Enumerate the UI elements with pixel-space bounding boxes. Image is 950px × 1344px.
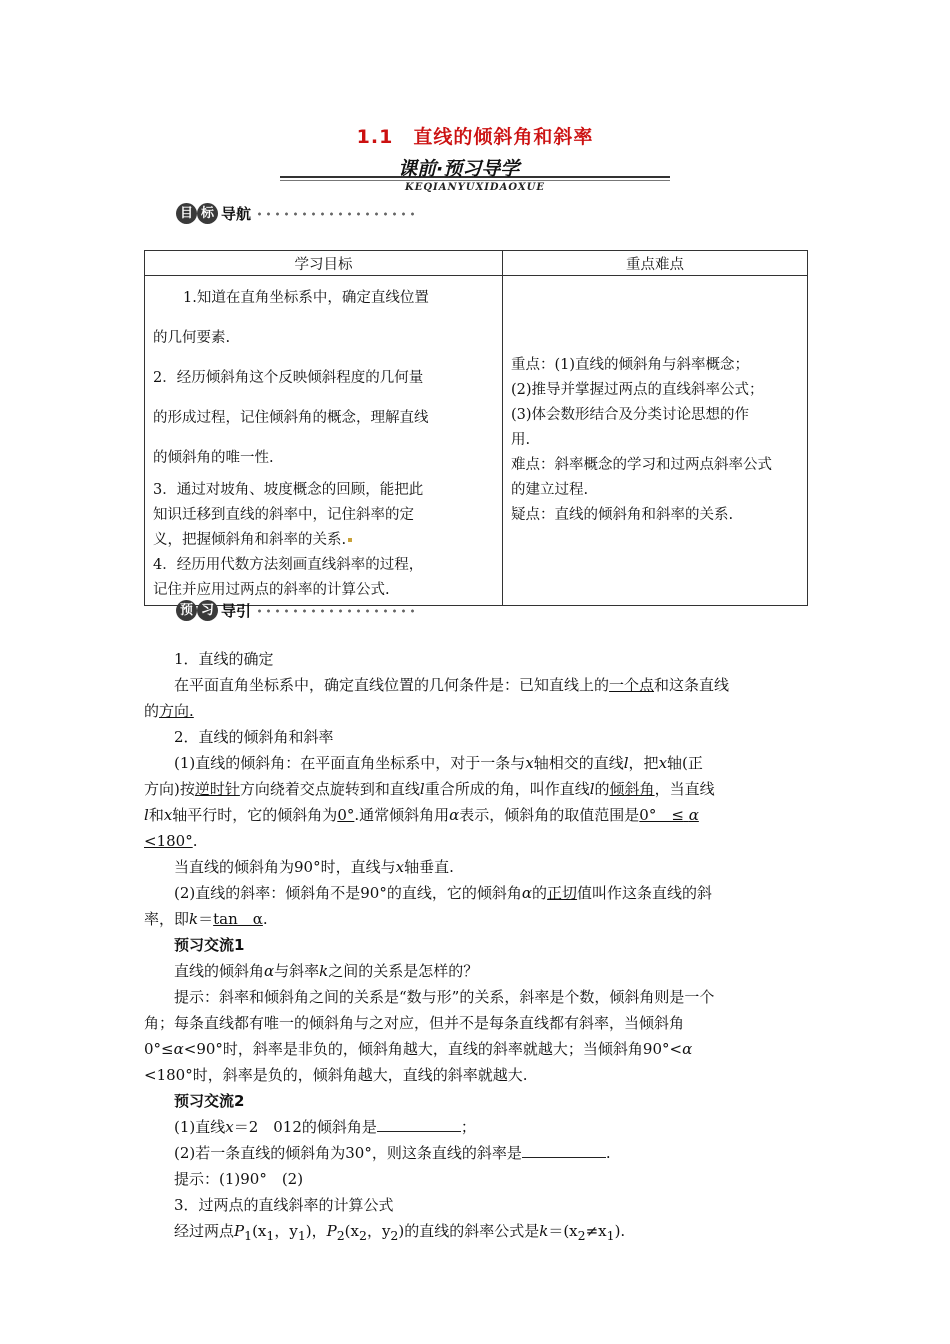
paragraph: 在平面直角坐标系中，确定直线位置的几何条件是：已知直线上的一个点和这条直线: [174, 676, 730, 694]
paragraph: 率，即k＝tan α.: [144, 910, 268, 928]
goal-line: 记住并应用过两点的斜率的计算公式.: [153, 582, 390, 598]
goal-line: 知识迁移到直线的斜率中，记住斜率的定: [153, 507, 414, 523]
page-title: 1.1 直线的倾斜角和斜率: [356, 126, 594, 148]
focus-line: 难点：斜率概念的学习和过两点斜率公式: [511, 457, 772, 473]
goal-line: 的形成过程，记住倾斜角的概念，理解直线: [153, 410, 429, 426]
goals-table: [144, 250, 808, 606]
section-label: 导航: [221, 205, 252, 223]
section-preview-header: [176, 600, 417, 622]
paragraph: 提示：(1)90° (2): [174, 1170, 304, 1188]
heading-2: 2．直线的倾斜角和斜率: [174, 728, 334, 746]
goals-cell: [145, 276, 503, 606]
paragraph: <180°时，斜率是负的，倾斜角越大，直线的斜率就越大.: [144, 1066, 528, 1084]
paragraph: (1)直线x＝2 012的倾斜角是 ；: [144, 1114, 808, 1140]
paragraph: (2)直线的斜率：倾斜角不是90°的直线，它的倾斜角α的正切值叫作这条直线的斜: [174, 884, 713, 902]
focus-line: 疑点：直线的倾斜角和斜率的关系.: [511, 507, 734, 523]
heading-1: 1．直线的确定: [174, 650, 274, 668]
badge-char: 目: [176, 203, 197, 224]
answer-blank: [522, 1141, 606, 1158]
paragraph: 当直线的倾斜角为90°时，直线与x轴垂直.: [174, 858, 454, 876]
badge-char: 标: [197, 203, 218, 224]
paragraph: 提示：斜率和倾斜角之间的关系是“数与形”的关系，斜率是个数，倾斜角则是一个: [174, 988, 715, 1006]
goal-line: 2．经历倾斜角这个反映倾斜程度的几何量: [153, 370, 424, 386]
focus-line: (3)体会数形结合及分类讨论思想的作: [511, 407, 750, 423]
section-goals-header: [176, 203, 417, 225]
paragraph: (2)若一条直线的倾斜角为30°，则这条直线的斜率是 .: [144, 1140, 808, 1166]
paragraph: 角；每条直线都有唯一的倾斜角与之对应，但并不是每条直线都有斜率，当倾斜角: [144, 1014, 685, 1032]
goal-line-text: 义，把握倾斜角和斜率的关系.: [153, 532, 347, 548]
section-banner: [280, 152, 670, 194]
paragraph: 的方向.: [144, 702, 194, 720]
table-header: 重点难点: [503, 251, 808, 276]
banner-main: 课前·预习导学: [392, 154, 525, 176]
focus-line: 的建立过程.: [511, 482, 589, 498]
mark-dot: [348, 538, 352, 542]
banner-sub: KEQIANYUXIDAOXUE: [405, 182, 545, 193]
paragraph: 0°≤α<90°时，斜率是非负的，倾斜角越大，直线的斜率就越大；当倾斜角90°<α: [144, 1040, 693, 1058]
goal-line: 3．通过对坡角、坡度概念的回顾，能把此: [153, 482, 424, 498]
dotted-rule: [255, 608, 417, 614]
focus-line: 用.: [511, 432, 531, 448]
paragraph: 经过两点$P_1(x_1$，$y_1$)，$P_2(x_2$，$y_2$)的直线的斜率公式是$k=(x_2\ne x_1)$.: [174, 1222, 626, 1243]
focus-line: 重点：(1)直线的倾斜角与斜率概念；: [511, 357, 750, 373]
table-header: 学习目标: [145, 251, 503, 276]
badge-char: 习: [197, 600, 218, 621]
exercise-title: 预习交流2: [174, 1092, 245, 1110]
goal-line: 4．经历用代数方法刻画直线斜率的过程，: [153, 557, 424, 573]
paragraph: (1)直线的倾斜角：在平面直角坐标系中，对于一条与x轴相交的直线l，把x轴(正: [174, 754, 703, 772]
goal-line: [153, 528, 494, 553]
paragraph: l和x轴平行时，它的倾斜角为0°.通常倾斜角用α表示，倾斜角的取值范围是0° ≤ α: [144, 806, 699, 824]
dotted-rule: [255, 211, 417, 217]
section-label: 导引: [221, 602, 252, 620]
exercise-title: 预习交流1: [174, 936, 245, 954]
answer-blank: [377, 1115, 461, 1132]
goal-line: 的几何要素.: [153, 330, 231, 346]
paragraph: <180°.: [144, 832, 198, 850]
focus-line: (2)推导并掌握过两点的直线斜率公式；: [511, 382, 764, 398]
badge-char: 预: [176, 600, 197, 621]
focus-cell: [503, 276, 808, 606]
body-text: [144, 646, 808, 1249]
banner-rule-thin: [280, 180, 670, 181]
goal-line: 1.知道在直角坐标系中，确定直线位置: [183, 290, 429, 306]
paragraph: 方向)按逆时针方向绕着交点旋转到和直线l重合所成的角，叫作直线l的倾斜角，当直线: [144, 780, 715, 798]
heading-3: 3．过两点的直线斜率的计算公式: [174, 1196, 394, 1214]
goal-line: 的倾斜角的唯一性.: [153, 450, 274, 466]
paragraph: 直线的倾斜角α与斜率k之间的关系是怎样的？: [174, 962, 479, 980]
